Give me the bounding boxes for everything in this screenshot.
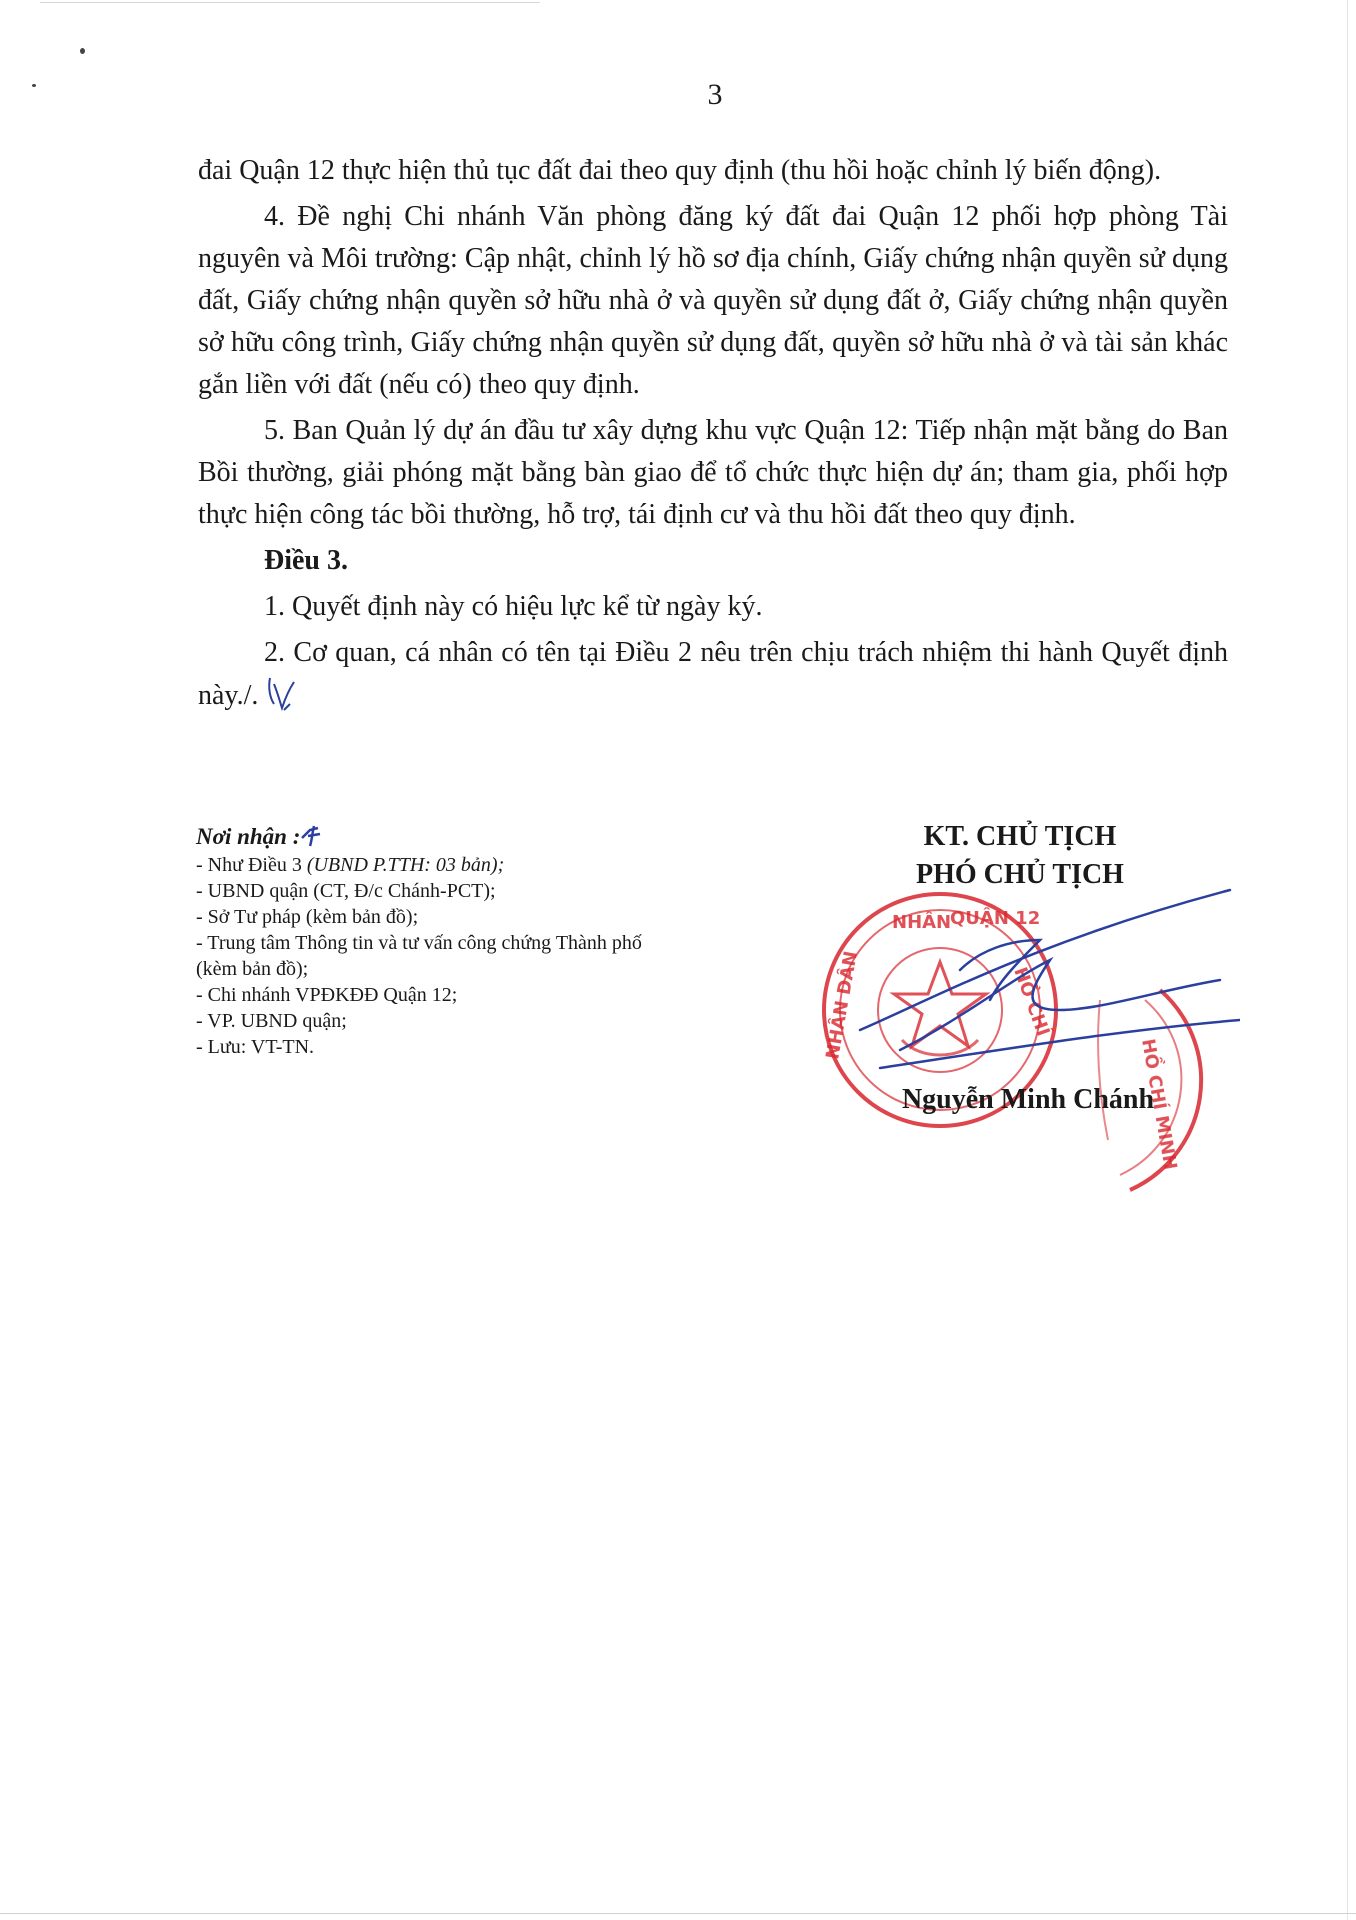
paragraph-continuation: đai Quận 12 thực hiện thủ tục đất đai theo quy định (thu hồi hoặc chỉnh lý biến động).: [198, 155, 1162, 186]
handwritten-initial-icon: [264, 674, 298, 714]
handwritten-signature: [840, 880, 1240, 1080]
recipients-title: [196, 822, 666, 852]
svg-text:HỒ CHÍ: HỒ CHÍ: [1009, 964, 1054, 1040]
recipient-row: - UBND quận (CT, Đ/c Chánh-PCT);: [196, 880, 496, 902]
article-3-item-1: 1. Quyết định này có hiệu lực kể từ ngày ký.: [264, 591, 763, 622]
recipient-row: [196, 852, 666, 878]
recipient-row: - Lưu: VT-TN.: [196, 1036, 315, 1058]
recipient-italic-note: (UBND P.TTH: 03 bản);: [306, 854, 505, 876]
article-3-item-2-text: 2. Cơ quan, cá nhân có tên tại Điều 2 nêu trên chịu trách nhiệm thi hành Quyết định này./.: [198, 637, 1228, 711]
scan-speck: [80, 48, 85, 54]
article-3-heading: Điều 3.: [264, 545, 348, 576]
svg-text:QUẬN 12: QUẬN 12: [950, 908, 1041, 929]
page-number: 3: [707, 78, 723, 111]
handwritten-check-icon: [300, 824, 326, 848]
recipient-row: - Sở Tư pháp (kèm bản đồ);: [196, 906, 419, 928]
paragraph-item-4: 4. Đề nghị Chi nhánh Văn phòng đăng ký đất đai Quận 12 phối hợp phòng Tài nguyên và Môi trường: Cập nhật, chỉnh lý hồ sơ địa chính, Giấy chứng nhận quyền sử dụng đất, Giấy chứng nhận quyền sở hữu nhà ở và quyền sử dụng đất ở, Giấy chứng nhận quyền sở hữu công trình, Giấy chứng nhận quyền sử dụng đất, quyền sở hữu nhà ở và tài sản khác gắn liền với đất (nếu có) theo quy định.: [198, 201, 1228, 400]
scan-edge-top: [40, 2, 540, 3]
article-3-item-2: [198, 632, 1228, 717]
svg-text:NHÂN: NHÂN: [892, 912, 952, 933]
scan-edge-bottom: [0, 1913, 1356, 1914]
svg-text:HỒ CHÍ MINH: HỒ CHÍ MINH: [1137, 1037, 1181, 1172]
recipient-row: - Trung tâm Thông tin và tư vấn công chứng Thành phố (kèm bản đồ);: [196, 932, 642, 980]
recipient-row: - Chi nhánh VPĐKĐĐ Quận 12;: [196, 984, 458, 1006]
signature-line-2: PHÓ CHỦ TỊCH: [916, 859, 1124, 890]
scan-edge-right: [1347, 0, 1348, 1920]
scan-speck: [32, 84, 36, 87]
recipient-text: - Như Điều 3: [196, 854, 307, 876]
recipient-row: - VP. UBND quận;: [196, 1010, 347, 1032]
signer-name: Nguyễn Minh Chánh: [901, 1084, 1155, 1115]
recipients-title-text: Nơi nhận :: [196, 824, 301, 849]
paragraph-item-5: 5. Ban Quản lý dự án đầu tư xây dựng khu vực Quận 12: Tiếp nhận mặt bằng do Ban Bồi thường, giải phóng mặt bằng bàn giao để tổ chức thực hiện dự án; tham gia, phối hợp thực hiện công tác bồi thường, hỗ trợ, tái định cư và thu hồi đất theo quy định.: [198, 415, 1228, 530]
signature-line-1: KT. CHỦ TỊCH: [923, 821, 1117, 852]
recipients-block: [196, 822, 666, 1060]
document-body: [198, 150, 1228, 717]
svg-text:NHÂN DÂN: NHÂN DÂN: [822, 949, 862, 1061]
